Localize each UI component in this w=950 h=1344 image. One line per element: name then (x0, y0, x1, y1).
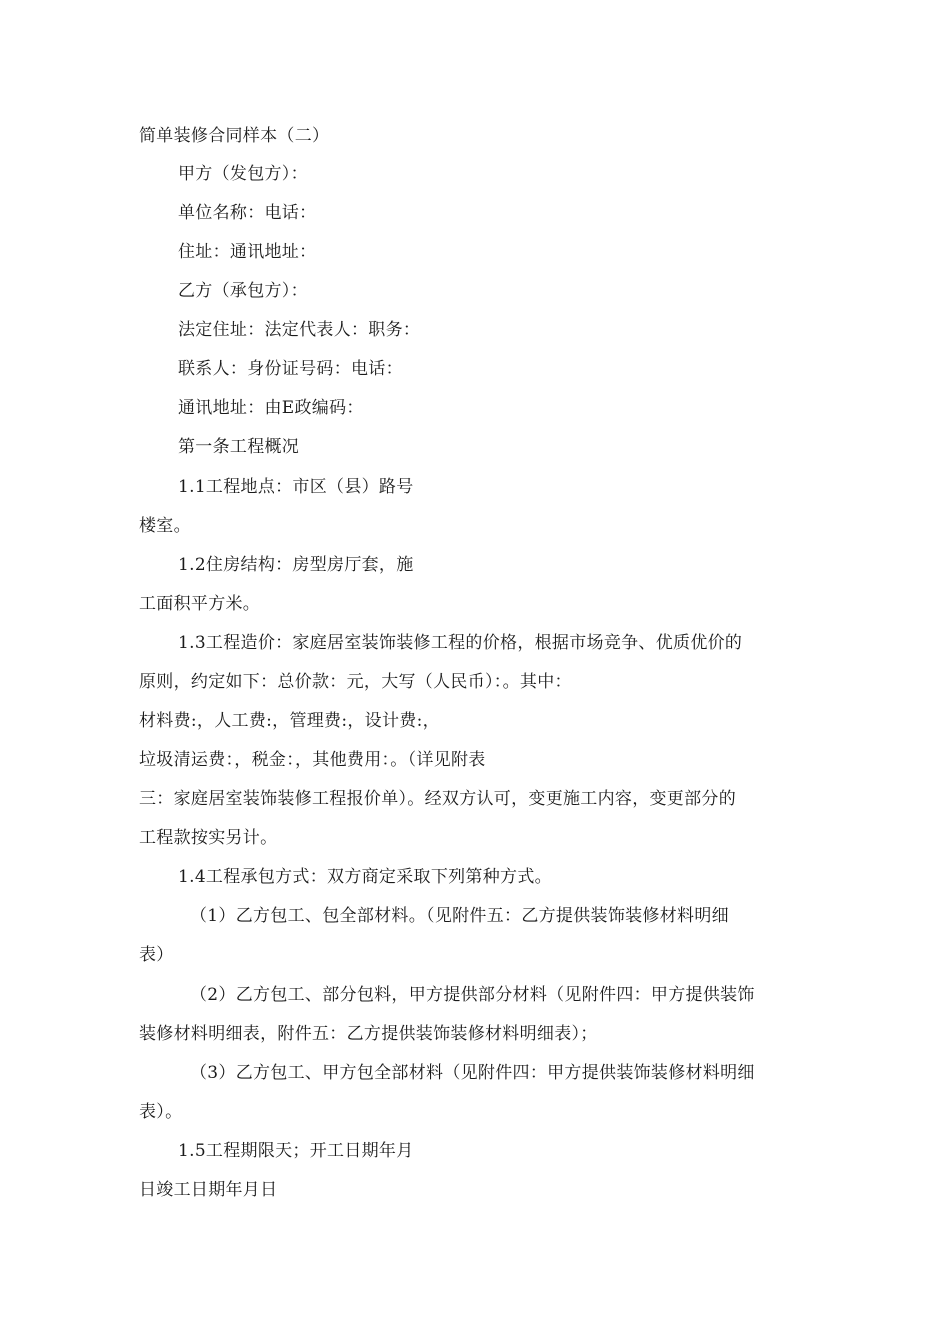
clause-1-5: 1.5工程期限天；开工日期年月 (178, 1141, 414, 1161)
party-a-heading: 甲方（发包方）： (178, 164, 308, 184)
document-title: 简单装修合同样本（二） (139, 126, 330, 146)
clause-1-2: 1.2住房结构：房型房厅套，施 (178, 555, 414, 575)
clause-1-3-cont-1: 原则，约定如下：总价款：元，大写（人民币）：。其中： (139, 672, 572, 692)
clause-1-4-option-3-cont: 表）。 (139, 1102, 183, 1122)
article-one-heading: 第一条工程概况 (178, 437, 300, 457)
clause-1-3-cont-5: 工程款按实另计。 (139, 828, 278, 848)
party-b-contact: 联系人：身份证号码：电话： (178, 359, 403, 379)
party-b-legal-address: 法定住址：法定代表人：职务： (178, 320, 421, 340)
party-a-address: 住址：通讯地址： (178, 242, 317, 262)
clause-1-3-cont-2: 材料费:，人工费:，管理费:，设计费:， (139, 711, 440, 731)
clause-1-1: 1.1工程地点：市区（县）路号 (178, 477, 414, 497)
clause-1-4-option-2-cont: 装修材料明细表，附件五：乙方提供装饰装修材料明细表）； (139, 1024, 598, 1044)
clause-1-3: 1.3工程造价：家庭居室装饰装修工程的价格，根据市场竞争、优质优价的 (178, 633, 743, 653)
clause-1-4-option-1-cont: 表） (139, 945, 174, 965)
clause-1-2-cont: 工面积平方米。 (139, 594, 261, 614)
clause-1-3-cont-4: 三：家庭居室装饰装修工程报价单）。经双方认可，变更施工内容，变更部分的 (139, 789, 736, 809)
clause-1-3-cont-3: 垃圾清运费：，税金：，其他费用：。（详见附表 (139, 750, 486, 770)
party-a-company: 单位名称：电话： (178, 203, 317, 223)
party-b-mail-address: 通讯地址：由E政编码： (178, 398, 364, 418)
clause-1-4: 1.4工程承包方式：双方商定采取下列第种方式。 (178, 867, 552, 887)
party-b-heading: 乙方（承包方）： (178, 281, 308, 301)
clause-1-1-cont: 楼室。 (139, 516, 191, 536)
clause-1-5-cont: 日竣工日期年月日 (139, 1180, 278, 1200)
clause-1-4-option-2: （2）乙方包工、部分包料，甲方提供部分材料（见附件四：甲方提供装饰 (190, 985, 755, 1005)
clause-1-4-option-3: （3）乙方包工、甲方包全部材料（见附件四：甲方提供装饰装修材料明细 (190, 1063, 755, 1083)
clause-1-4-option-1: （1）乙方包工、包全部材料。（见附件五：乙方提供装饰装修材料明细 (190, 906, 729, 926)
